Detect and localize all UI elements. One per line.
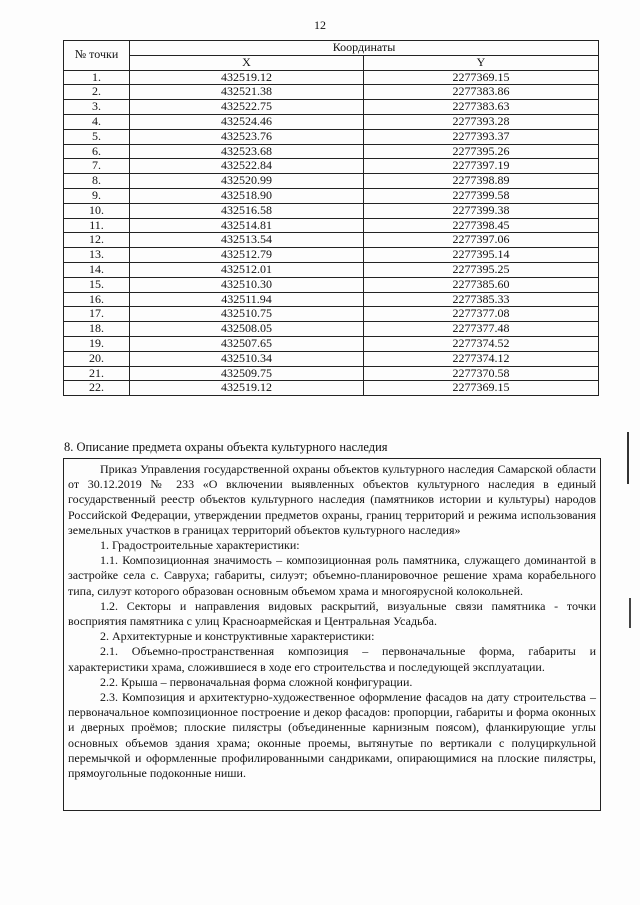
order-reference-paragraph: Приказ Управления государственной охраны объектов культурного наследия Самарской области от 30.12.2019 № 233 «О включении выявленных объектов культурного наследия в единый государственный реестр объектов культурного наследия (памятников истории и культуры) народов Российской Федерации, утверждении предметов охраны, границ территорий и режима использования земельных участков в границах территорий объектов культурного наследия» (68, 462, 596, 537)
x-coordinate-cell: 432519.12 (130, 381, 364, 396)
x-coordinate-cell: 432520.99 (130, 174, 364, 189)
table-row (64, 366, 599, 381)
x-coordinate-cell: 432512.01 (130, 262, 364, 277)
x-coordinate-cell: 432519.12 (130, 70, 364, 85)
table-row (64, 85, 599, 100)
x-coordinate-cell: 432510.30 (130, 277, 364, 292)
point-number-cell: 10. (64, 203, 130, 218)
x-coordinate-cell: 432508.05 (130, 322, 364, 337)
point-number-cell: 3. (64, 100, 130, 115)
table-row (64, 351, 599, 366)
point-number-cell: 19. (64, 336, 130, 351)
table-row (64, 203, 599, 218)
y-coordinate-cell: 2277385.33 (364, 292, 599, 307)
y-coordinate-cell: 2277398.89 (364, 174, 599, 189)
x-coordinate-cell: 432518.90 (130, 188, 364, 203)
point-number-cell: 4. (64, 114, 130, 129)
x-coordinate-cell: 432523.68 (130, 144, 364, 159)
point-number-cell: 9. (64, 188, 130, 203)
y-coordinate-cell: 2277399.38 (364, 203, 599, 218)
y-coordinate-cell: 2277374.52 (364, 336, 599, 351)
y-coordinate-cell: 2277393.28 (364, 114, 599, 129)
x-coordinate-cell: 432522.84 (130, 159, 364, 174)
table-row (64, 188, 599, 203)
x-coordinate-cell: 432524.46 (130, 114, 364, 129)
x-coordinate-cell: 432513.54 (130, 233, 364, 248)
y-coordinate-cell: 2277393.37 (364, 129, 599, 144)
y-coordinate-cell: 2277370.58 (364, 366, 599, 381)
table-row (64, 70, 599, 85)
x-coordinate-cell: 432516.58 (130, 203, 364, 218)
page-number: 12 (314, 18, 326, 32)
y-coordinate-cell: 2277395.14 (364, 248, 599, 263)
point-number-cell: 18. (64, 322, 130, 337)
y-coordinate-cell: 2277377.48 (364, 322, 599, 337)
table-row (64, 174, 599, 189)
architectural-characteristics-heading: 2. Архитектурные и конструктивные характеристики: (100, 629, 375, 644)
point-number-cell: 11. (64, 218, 130, 233)
point-number-cell: 17. (64, 307, 130, 322)
point-number-cell: 7. (64, 159, 130, 174)
table-row (64, 262, 599, 277)
table-row (64, 233, 599, 248)
y-coordinate-cell: 2277399.58 (364, 188, 599, 203)
paragraph-2-3: 2.3. Композиция и архитектурно-художественное оформление фасадов на дату строительства – первоначальное композиционное построение и декор фасадов: пропорции, габариты и форма оконных и дверных проёмов; плоские пилястры (объединенные карнизным поясом), фланкирующие углы основных объемов здания храма; оконные проемы, вытянутые по вертикали с полуциркульной перемычкой и оформленные профилированными сандриками, опирающимися на плоские пилястры, прямоугольные подоконные ниши. (68, 690, 596, 781)
y-coordinate-cell: 2277369.15 (364, 70, 599, 85)
y-coordinate-cell: 2277385.60 (364, 277, 599, 292)
y-coordinate-cell: 2277377.08 (364, 307, 599, 322)
header-x: X (130, 55, 364, 70)
y-coordinate-cell: 2277395.26 (364, 144, 599, 159)
point-number-cell: 20. (64, 351, 130, 366)
table-row (64, 129, 599, 144)
table-row (64, 218, 599, 233)
y-coordinate-cell: 2277395.25 (364, 262, 599, 277)
paragraph-1-2: 1.2. Секторы и направления видовых раскрытий, визуальные связи памятника - точки восприятия памятника с улиц Красноармейская и Центральная Усадьба. (68, 598, 596, 629)
point-number-cell: 6. (64, 144, 130, 159)
table-row (64, 144, 599, 159)
y-coordinate-cell: 2277383.86 (364, 85, 599, 100)
x-coordinate-cell: 432507.65 (130, 336, 364, 351)
paragraph-2-2: 2.2. Крыша – первоначальная форма сложной конфигурации. (100, 674, 413, 689)
point-number-cell: 12. (64, 233, 130, 248)
table-row (64, 248, 599, 263)
y-coordinate-cell: 2277369.15 (364, 381, 599, 396)
point-number-cell: 1. (64, 70, 130, 85)
y-coordinate-cell: 2277374.12 (364, 351, 599, 366)
x-coordinate-cell: 432523.76 (130, 129, 364, 144)
table-row (64, 307, 599, 322)
point-number-cell: 2. (64, 85, 130, 100)
point-number-cell: 21. (64, 366, 130, 381)
y-coordinate-cell: 2277383.63 (364, 100, 599, 115)
y-coordinate-cell: 2277397.06 (364, 233, 599, 248)
table-row (64, 381, 599, 396)
header-coordinates: Координаты (130, 41, 599, 56)
point-number-cell: 15. (64, 277, 130, 292)
header-point-number: № точки (64, 41, 130, 71)
table-row (64, 277, 599, 292)
paragraph-1-1: 1.1. Композиционная значимость – композиционная роль памятника, служащего доминантой в застройке села с. Савруха; габариты, силуэт; объемно-планировочное решение храма корабельного типа, силуэт которого образован основным объемом храма и многоярусной колокольней. (68, 553, 596, 598)
section-heading: 8. Описание предмета охраны объекта культурного наследия (64, 440, 388, 454)
paragraph-2-1: 2.1. Объемно-пространственная композиция – первоначальные форма, габариты и характеристики храма, сложившиеся в ходе его строительства и последующей эксплуатации. (68, 644, 596, 674)
point-number-cell: 5. (64, 129, 130, 144)
x-coordinate-cell: 432509.75 (130, 366, 364, 381)
table-row (64, 114, 599, 129)
scan-artifact (629, 598, 631, 628)
coordinates-table-body (64, 70, 599, 396)
point-number-cell: 14. (64, 262, 130, 277)
table-row (64, 322, 599, 337)
table-row (64, 100, 599, 115)
point-number-cell: 22. (64, 381, 130, 396)
table-row (64, 159, 599, 174)
protection-subject-box (63, 458, 601, 811)
point-number-cell: 8. (64, 174, 130, 189)
urban-characteristics-heading: 1. Градостроительные характеристики: (100, 538, 300, 553)
coordinates-table (63, 40, 599, 396)
table-row (64, 336, 599, 351)
x-coordinate-cell: 432511.94 (130, 292, 364, 307)
x-coordinate-cell: 432510.34 (130, 351, 364, 366)
y-coordinate-cell: 2277398.45 (364, 218, 599, 233)
y-coordinate-cell: 2277397.19 (364, 159, 599, 174)
scan-artifact (627, 432, 629, 484)
x-coordinate-cell: 432512.79 (130, 248, 364, 263)
x-coordinate-cell: 432521.38 (130, 85, 364, 100)
header-y: Y (364, 55, 599, 70)
x-coordinate-cell: 432522.75 (130, 100, 364, 115)
table-row (64, 292, 599, 307)
point-number-cell: 16. (64, 292, 130, 307)
x-coordinate-cell: 432510.75 (130, 307, 364, 322)
point-number-cell: 13. (64, 248, 130, 263)
x-coordinate-cell: 432514.81 (130, 218, 364, 233)
